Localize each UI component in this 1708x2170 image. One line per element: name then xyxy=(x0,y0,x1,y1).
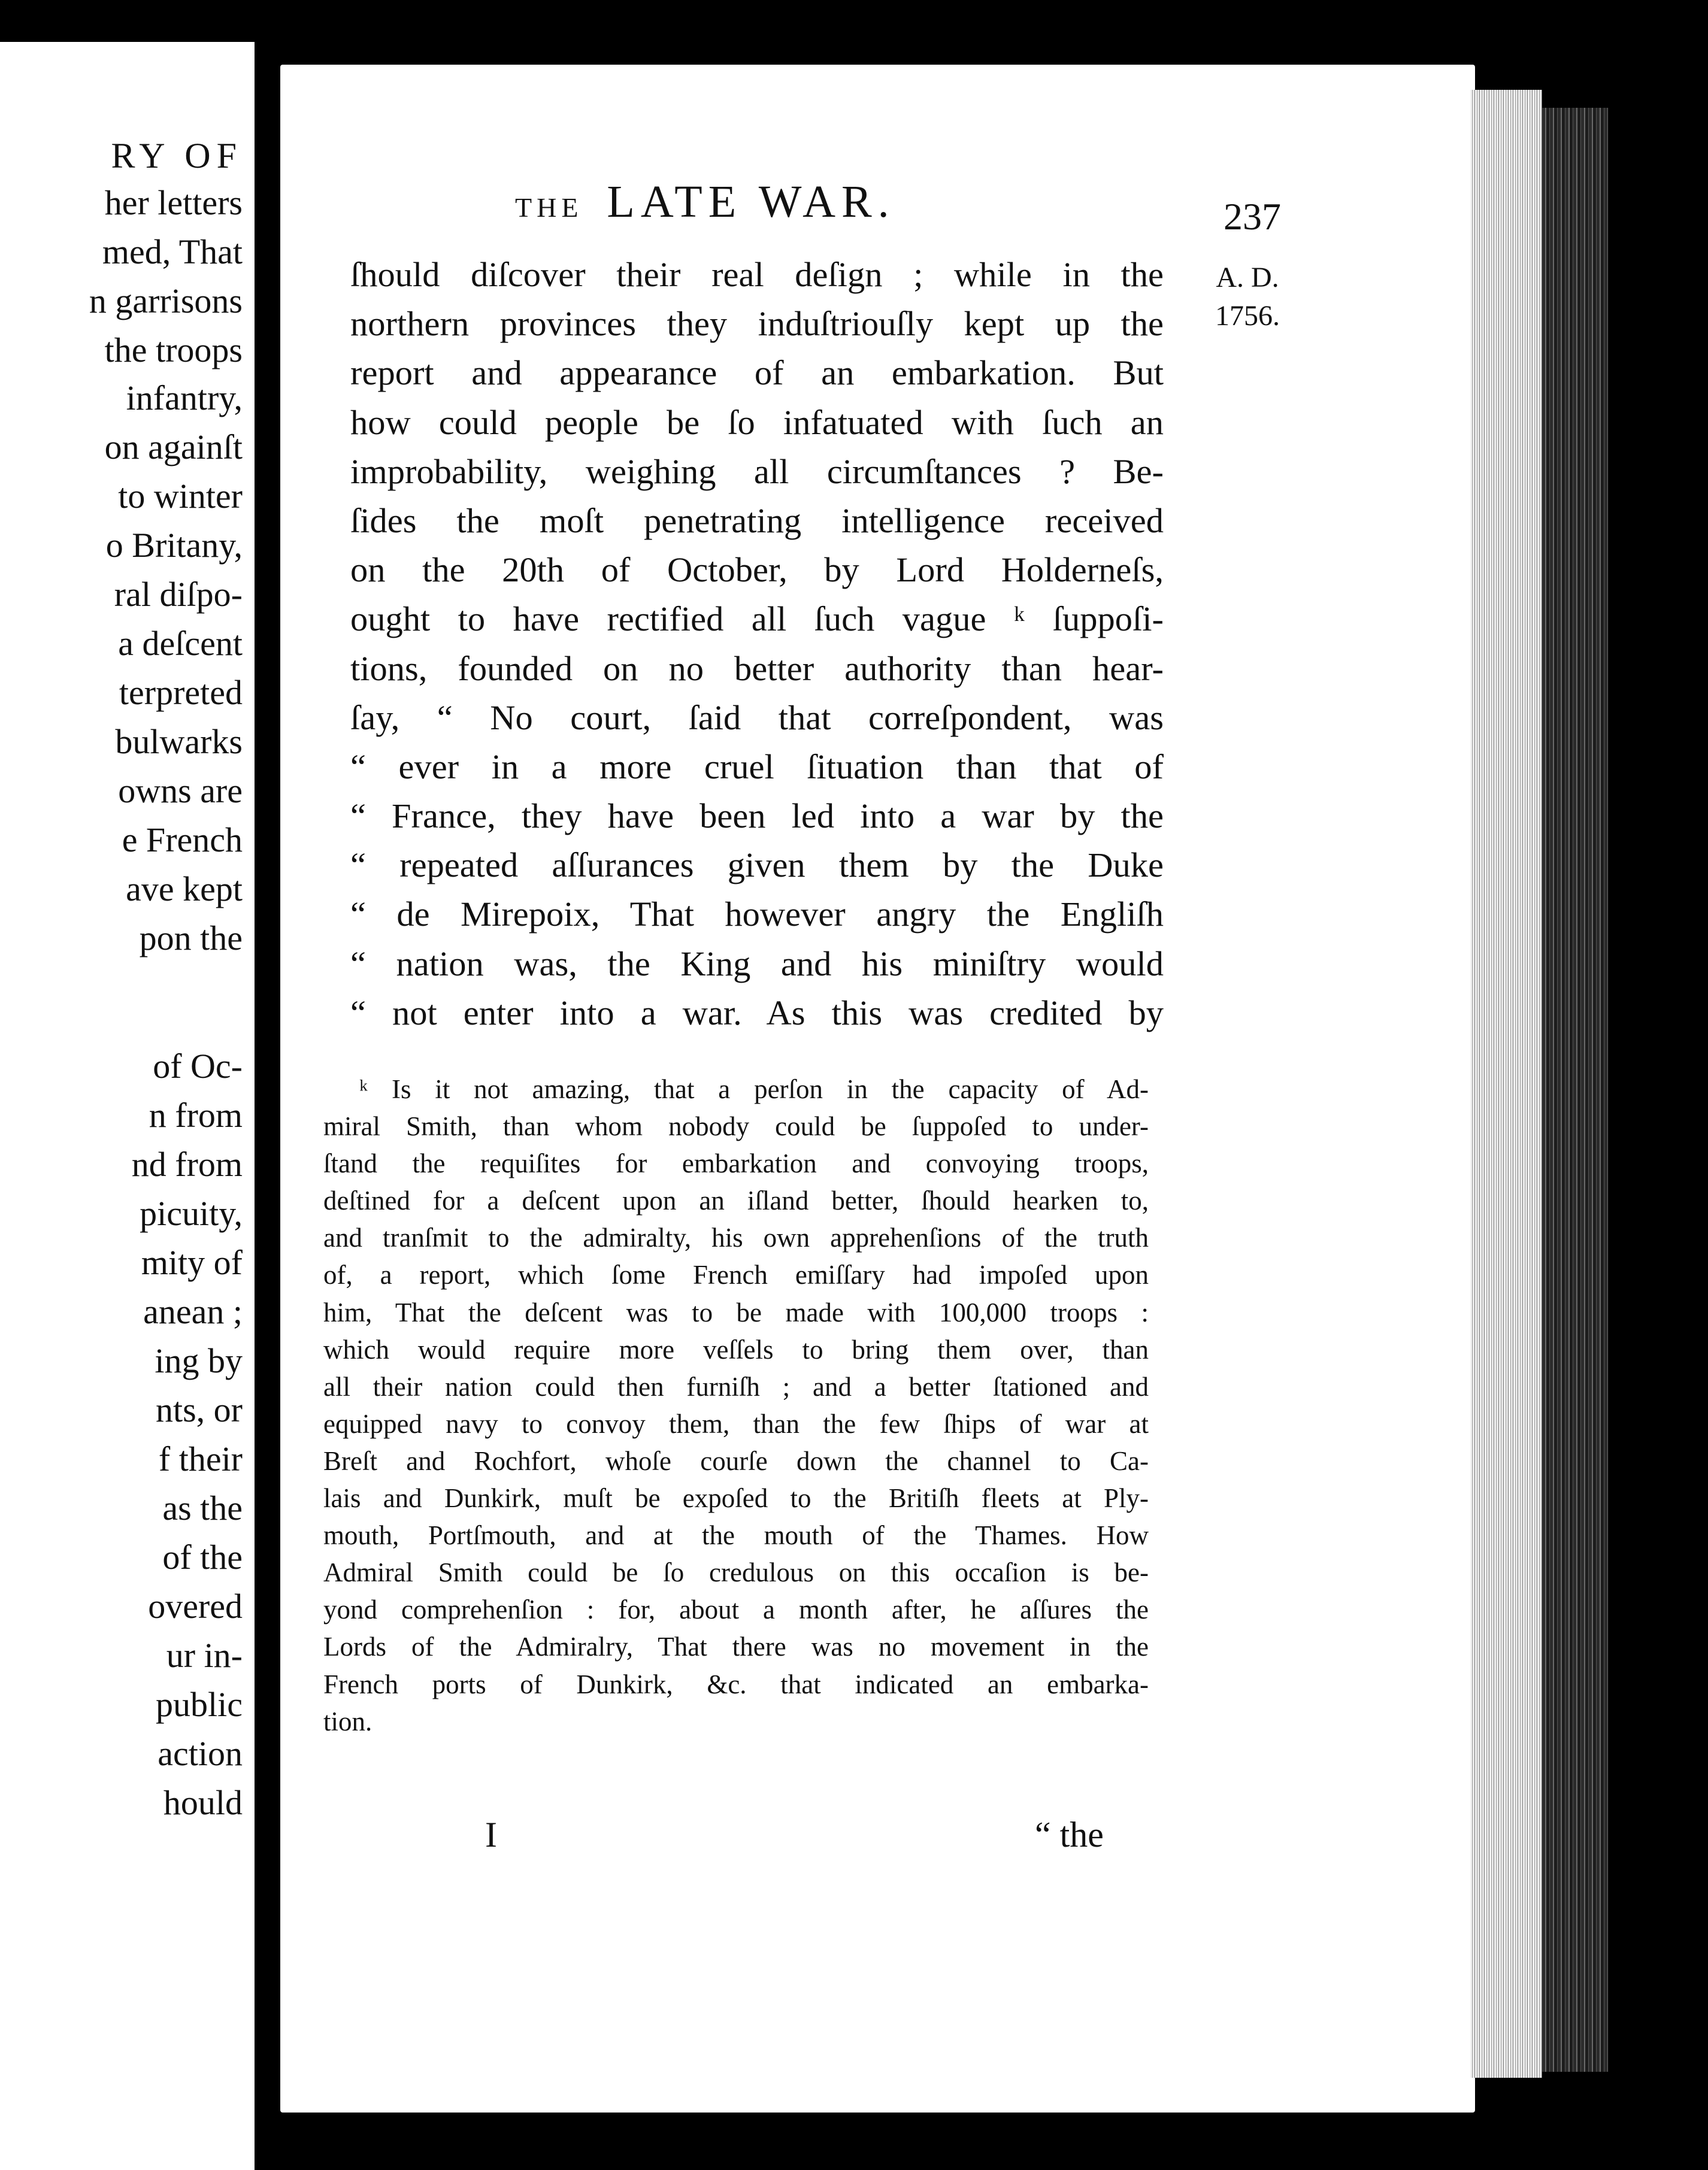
page-number: 237 xyxy=(1224,195,1281,238)
left-page-line: n garrisons xyxy=(89,281,243,320)
left-page-line: anean ; xyxy=(143,1292,243,1331)
left-page-line: picuity, xyxy=(140,1194,243,1233)
footnote-line: and tranſmit to the admiralty, his own apprehenſions of the truth xyxy=(323,1223,1149,1253)
main-body-text xyxy=(350,250,1164,1038)
left-page-line: mity of xyxy=(141,1243,243,1282)
footnote-line: ſtand the requiſites for embarkation and convoying troops, xyxy=(323,1148,1149,1179)
footnote-line: Lords of the Admiralry, That there was no movement in the xyxy=(323,1632,1149,1662)
catchword: “ the xyxy=(1035,1815,1104,1854)
body-line: “ ever in a more cruel ſituation than that of xyxy=(350,747,1164,786)
left-page-line: infantry, xyxy=(126,378,243,417)
left-page-line: bulwarks xyxy=(115,722,243,761)
left-page-line: ing by xyxy=(155,1341,243,1380)
footnote-line: deſtined for a deſcent upon an iſland better, ſhould hearken to, xyxy=(323,1186,1149,1216)
footnote-line: equipped navy to convoy them, than the few ſhips of war at xyxy=(323,1408,1149,1439)
footnote-line: Breſt and Rochfort, whoſe courſe down the channel to Ca- xyxy=(323,1445,1149,1476)
left-page-line: terpreted xyxy=(119,673,243,712)
footnote-line: all their nation could then furniſh ; and a better ſtationed and xyxy=(323,1371,1149,1402)
running-head xyxy=(515,176,895,228)
left-page-line: o Britany, xyxy=(105,526,243,565)
footnote-line: mouth, Portſmouth, and at the mouth of the Thames. How xyxy=(323,1520,1149,1551)
footnote-block xyxy=(323,1071,1149,1740)
footnote-line: miral Smith, than whom nobody could be ſuppoſed to under- xyxy=(323,1111,1149,1142)
body-line: report and appearance of an embarkation. But xyxy=(350,353,1164,393)
footnote-line: which would require more veſſels to bring them over, than xyxy=(323,1334,1149,1365)
left-page-line: n from xyxy=(149,1096,243,1135)
left-page-line: as the xyxy=(162,1489,243,1528)
footnote-line: lais and Dunkirk, muſt be expoſed to the Britiſh fleets at Ply- xyxy=(323,1483,1149,1514)
body-line: “ France, they have been led into a war by the xyxy=(350,796,1164,836)
margin-note-label: A. D. xyxy=(1216,262,1279,293)
left-page-line: nd from xyxy=(131,1145,243,1184)
left-page-line: a deſcent xyxy=(118,624,243,663)
body-line: how could people be ſo infatuated with ſuch an xyxy=(350,402,1164,442)
left-page-line: ral diſpo- xyxy=(114,575,243,614)
left-page-line: her letters xyxy=(104,183,243,222)
left-page-line: nts, or xyxy=(156,1390,243,1429)
left-page-line: to winter xyxy=(118,477,243,516)
running-head-prefix: THE xyxy=(515,192,583,223)
left-page-line: on againſt xyxy=(104,428,243,466)
body-line: improbability, weighing all circumſtances ? Be- xyxy=(350,451,1164,491)
body-line: northern provinces they induſtriouſly kept up the xyxy=(350,304,1164,344)
book-gutter xyxy=(255,0,283,2170)
book-fore-edge xyxy=(1542,108,1608,2072)
left-page-line: overed xyxy=(148,1587,243,1626)
left-page-line: pon the xyxy=(139,919,243,957)
body-line: “ de Mirepoix, That however angry the Engliſh xyxy=(350,895,1164,934)
left-page-line: action xyxy=(158,1734,243,1773)
body-line: on the 20th of October, by Lord Holderneſs, xyxy=(350,550,1164,590)
margin-note-year: 1756. xyxy=(1215,300,1280,332)
body-line: ſay, “ No court, ſaid that correſpondent, was xyxy=(350,698,1164,737)
left-running-head-fragment: RY OF xyxy=(111,136,243,175)
footnote-line: Admiral Smith could be ſo credulous on this occaſion is be- xyxy=(323,1557,1149,1588)
left-page-line: f their xyxy=(158,1439,243,1478)
left-page-line: the troops xyxy=(104,331,243,369)
footnote-line: French ports of Dunkirk, &c. that indicated an embarka- xyxy=(323,1669,1149,1699)
left-page-line: of Oc- xyxy=(153,1047,243,1086)
footnote-line: him, That the deſcent was to be made with 100,000 troops : xyxy=(323,1297,1149,1328)
page-edges xyxy=(1470,90,1542,2078)
left-page-line: ave kept xyxy=(126,869,243,908)
margin-date-note xyxy=(1200,259,1295,335)
footnote-line: ᵏ Is it not amazing, that a perſon in the capacity of Ad- xyxy=(359,1074,1149,1104)
footnote-line: of, a report, which ſome French emiſſary had impoſed upon xyxy=(323,1260,1149,1290)
footnote-line: yond comprehenſion : for, about a month after, he aſſures the xyxy=(323,1595,1149,1625)
left-page-line: ur in- xyxy=(166,1636,243,1675)
left-page-line: e French xyxy=(122,820,243,859)
left-page-line: hould xyxy=(163,1783,243,1822)
body-line: tions, founded on no better authority than hear- xyxy=(350,648,1164,688)
left-page-line: owns are xyxy=(118,771,243,810)
body-line: “ repeated aſſurances given them by the Duke xyxy=(350,845,1164,885)
running-head-title: LATE WAR. xyxy=(607,177,895,227)
body-line: “ not enter into a war. As this was credited by xyxy=(350,993,1164,1032)
body-line: “ nation was, the King and his miniſtry would xyxy=(350,944,1164,983)
left-facing-page xyxy=(0,42,255,2170)
left-page-line: med, That xyxy=(102,232,243,271)
body-line: ſides the moſt penetrating intelligence received xyxy=(350,501,1164,540)
signature-mark: I xyxy=(485,1815,497,1854)
body-line: ought to have rectified all ſuch vague ᵏ ſuppoſi- xyxy=(350,599,1164,639)
body-line: ſhould diſcover their real deſign ; while in the xyxy=(350,255,1164,294)
left-page-line: of the xyxy=(162,1538,243,1577)
footnote-line: tion. xyxy=(323,1706,373,1736)
left-page-line: public xyxy=(156,1685,243,1724)
